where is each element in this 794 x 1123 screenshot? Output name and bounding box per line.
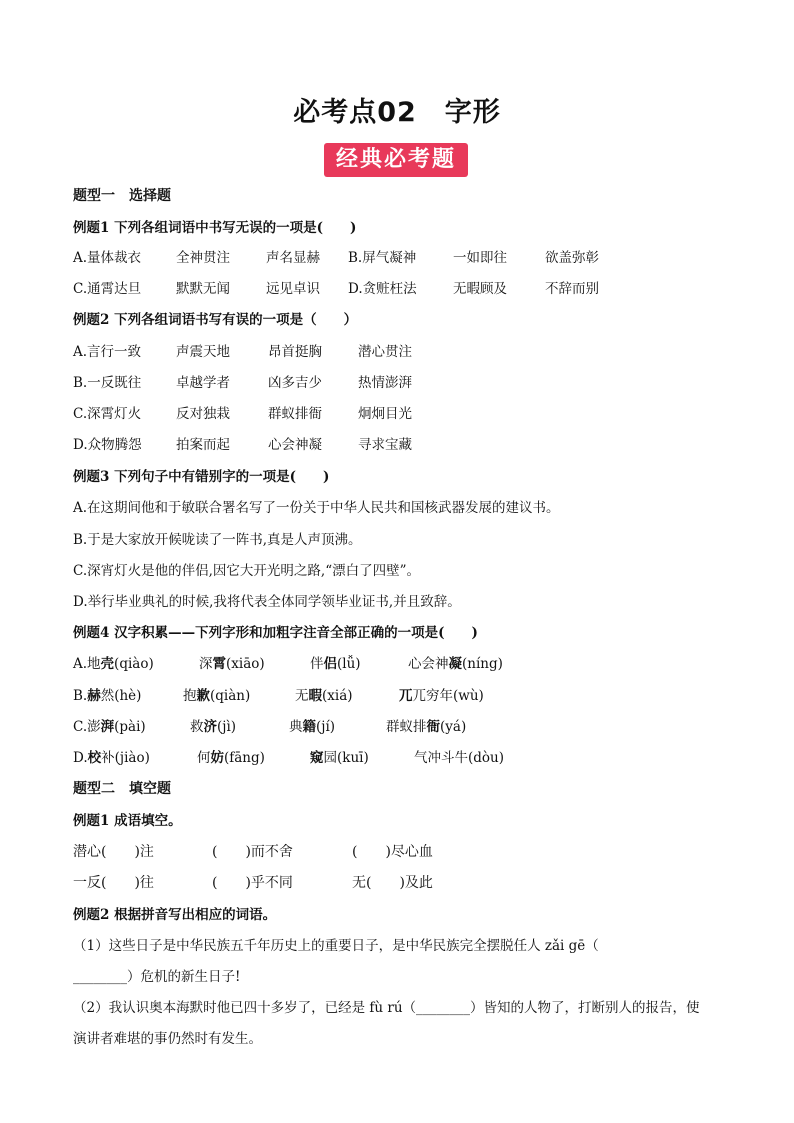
q1-option: D.贪赃枉法 [348, 281, 417, 297]
q6-item-1: （1）这些日子是中华民族五千年历史上的重要日子，是中华民族完全摆脱任人 zǎi gē（ [73, 938, 599, 954]
q4-option: D.校补(jiào) [73, 750, 150, 766]
q4-option: 窥园(kuī) [310, 750, 369, 766]
q2-option: D.众物腾怨 [73, 437, 142, 453]
q1-option: 全神贯注 [176, 250, 230, 266]
q1-option: 欲盖弥彰 [545, 250, 599, 266]
q1-option: 不辞而别 [545, 281, 599, 297]
q2-option: 卓越学者 [176, 375, 230, 391]
q2-option: 昂首挺胸 [268, 344, 322, 360]
q2-option: 凶多吉少 [268, 375, 322, 391]
q4-option: 无暇(xiá) [295, 688, 353, 704]
section-heading-fill: 题型二 填空题 [73, 781, 171, 797]
q4-option: 救济(jì) [190, 719, 237, 735]
q1-option: 声名显赫 [266, 250, 320, 266]
q4-option: 心会神凝(níng) [408, 656, 503, 672]
q1-option: 一如即往 [453, 250, 507, 266]
q2-stem: 例题2 下列各组词语书写有误的一项是（ ） [73, 312, 358, 328]
q1-option: 默默无闻 [176, 281, 230, 297]
q1-option: 远见卓识 [266, 281, 320, 297]
q1-option: C.通霄达旦 [73, 281, 142, 297]
q4-option: 典籍(jí) [289, 719, 336, 735]
q4-option: 抱歉(qiàn) [183, 688, 251, 704]
q2-option: 声震天地 [176, 344, 230, 360]
q2-option: 炯炯目光 [358, 406, 412, 422]
q2-option: 反对独栽 [176, 406, 230, 422]
q4-option: A.地壳(qiào) [73, 656, 154, 672]
q1-option: 无暇顾及 [453, 281, 507, 297]
q4-option: 兀兀穷年(wù) [399, 688, 484, 704]
q3-option: B.于是大家放开候咙读了一阵书,真是人声顶沸。 [73, 532, 362, 548]
q2-option: 拍案而起 [176, 437, 230, 453]
q4-option: 伴侣(lǚ) [310, 656, 361, 672]
q2-option: B.一反既往 [73, 375, 142, 391]
q4-option: 气冲斗牛(dòu) [414, 750, 504, 766]
q4-option: 何妨(fāng) [197, 750, 265, 766]
q4-option: C.澎湃(pài) [73, 719, 146, 735]
q2-option: 寻求宝藏 [358, 437, 412, 453]
idiom-blank: ( )而不舍 [212, 844, 293, 860]
q3-option: D.举行毕业典礼的时候,我将代表全体同学领毕业证书,并且致辞。 [73, 594, 461, 610]
q3-option: C.深宵灯火是他的伴侣,因它大开光明之路,“漂白了四壁”。 [73, 563, 421, 579]
page-title: 必考点02 字形 [293, 97, 501, 128]
q4-stem: 例题4 汉字积累——下列字形和加粗字注音全部正确的一项是( ) [73, 625, 478, 641]
idiom-blank: 一反( )往 [73, 875, 154, 891]
q1-stem: 例题1 下列各组词语中书写无误的一项是( ) [73, 220, 357, 236]
q2-option: 心会神凝 [268, 437, 322, 453]
classic-question-badge: 经典必考题 [324, 143, 468, 177]
q4-option: 深霄(xiāo) [199, 656, 265, 672]
q2-option: 潜心贯注 [358, 344, 412, 360]
q4-option: 群蚁排衙(yá) [386, 719, 467, 735]
q4-option: B.赫然(hè) [73, 688, 142, 704]
q2-option: C.深霄灯火 [73, 406, 142, 422]
section-heading-choice: 题型一 选择题 [73, 188, 171, 204]
idiom-blank: 无( )及此 [352, 875, 433, 891]
idiom-blank: ( )尽心血 [352, 844, 433, 860]
q2-option: 热情澎湃 [358, 375, 412, 391]
q6-stem: 例题2 根据拼音写出相应的词语。 [73, 907, 277, 923]
q3-stem: 例题3 下列句子中有错别字的一项是( ) [73, 469, 330, 485]
idiom-blank: ( )乎不同 [212, 875, 293, 891]
q6-item-2: （2）我认识奥本海默时他已四十多岁了，已经是 fù rú（________）皆知的人物了，打断别人的报告，使 [73, 1000, 700, 1016]
q2-option: 群蚁排衙 [268, 406, 322, 422]
q6-item-2-cont: 演讲者难堪的事仍然时有发生。 [73, 1031, 262, 1047]
idiom-blank: 潜心( )注 [73, 844, 154, 860]
q2-option: A.言行一致 [73, 344, 142, 360]
q5-stem: 例题1 成语填空。 [73, 813, 182, 829]
q3-option: A.在这期间他和于敏联合署名写了一份关于中华人民共和国核武器发展的建议书。 [73, 500, 560, 516]
q6-item-1-cont: ________）危机的新生日子! [73, 969, 241, 985]
q1-option: A.量体裁衣 [73, 250, 142, 266]
q1-option: B.屏气凝神 [348, 250, 417, 266]
